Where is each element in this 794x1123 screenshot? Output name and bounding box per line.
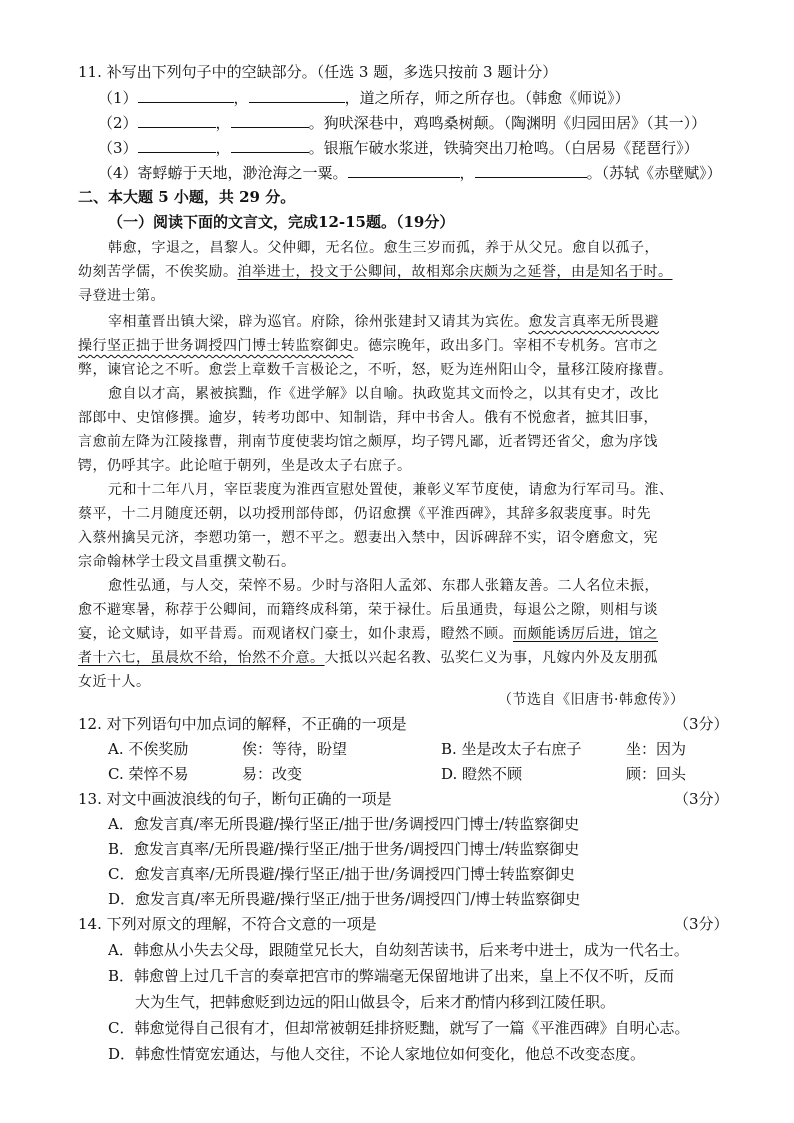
section-heading: 二、本大题 5 小题，共 29 分。 bbox=[78, 188, 296, 206]
q11-item-4 bbox=[98, 162, 722, 183]
passage-text: 宴，论文赋诗，如平昔焉。而观诸权门豪士，如仆隶焉，瞪然不顾。 bbox=[78, 626, 513, 642]
q11-item-1-num: （1） bbox=[98, 89, 138, 107]
q11-item-3-text: 。银瓶乍破水浆迸，铁骑突出刀枪鸣。（白居易《琵琶行》） bbox=[308, 139, 699, 157]
q12-option-c-explanation: 易：改变 bbox=[242, 765, 303, 783]
q11-title: 11. 补写出下列句子中的空缺部分。（任选 3 题，多选只按前 3 题计分） bbox=[78, 63, 558, 81]
q11-item-2-text: 。狗吠深巷中，鸡鸣桑树颠。（陶渊明《归园田居》（其一）） bbox=[308, 114, 707, 132]
q11-item-1-text: ，道之所存，师之所存也。（韩愈《师说》） bbox=[344, 89, 630, 107]
passage-line: 寻登进士第。 bbox=[78, 288, 165, 304]
q11-item-1 bbox=[98, 87, 630, 108]
q14-option-c[interactable]: C．韩愈觉得自己很有才，但却常被朝廷排挤贬黜，就写了一篇《平淮西碑》自明心志。 bbox=[108, 1019, 690, 1037]
passage-text: 幼刻苦学儒，不俟奖励。 bbox=[78, 264, 238, 280]
q13-score: （3分） bbox=[674, 790, 729, 808]
passage-line bbox=[78, 648, 658, 668]
q12-option-b-explanation: 坐：因为 bbox=[626, 740, 687, 758]
q12-option-a-explanation: 俟：等待，盼望 bbox=[242, 740, 348, 758]
underlined-sentence: 者十六七，虽晨炊不给，怡然不介意。 bbox=[78, 650, 325, 666]
passage-text: 大抵以兴起名教、弘奖仁义为事，凡嫁内外及友朋孤 bbox=[324, 650, 658, 666]
q12-option-c[interactable]: C. 荣悴不易 bbox=[108, 765, 189, 783]
answer-blank[interactable] bbox=[249, 87, 345, 103]
q14-option-b-continued: 大为生气，把韩愈贬到边远的阳山做县令，后来才酌情内移到江陵任职。 bbox=[135, 993, 616, 1011]
comma: ， bbox=[233, 89, 249, 107]
comma: ， bbox=[215, 139, 231, 157]
passage-line: 愈性弘通，与人交，荣悴不易。少时与洛阳人孟郊、东郡人张籍友善。二人名位未振， bbox=[108, 578, 659, 594]
comma: ， bbox=[215, 114, 231, 132]
q12-option-d[interactable]: D. 瞪然不顾 bbox=[441, 765, 523, 783]
q11-item-4-text-a: （4）寄蜉蝣于天地，渺沧海之一粟。 bbox=[98, 164, 348, 182]
underlined-sentence: 洎举进士，投文于公卿间，故相郑余庆颇为之延誉，由是知名于时。 bbox=[237, 264, 673, 280]
passage-line: 宗命翰林学士段文昌重撰文勒石。 bbox=[78, 554, 296, 570]
q13-option-a[interactable]: A．愈发言真/率无所畏避/操行坚正/拙于世/务调授四门博士/转监察御史 bbox=[108, 815, 580, 833]
underlined-sentence: 而颇能诱厉后进，馆之 bbox=[513, 626, 658, 642]
passage-line: 弊，谏官论之不听。愈尝上章数千言极论之，不听，怒，贬为连州阳山令，量移江陵府掾曹。 bbox=[78, 362, 673, 378]
passage-line bbox=[78, 624, 658, 644]
answer-blank[interactable] bbox=[348, 162, 460, 178]
passage-line: 入蔡州擒吴元济，李愬功第一，愬不平之。愬妻出入禁中，因诉碑辞不实，诏令磨愈文，宪 bbox=[78, 530, 658, 546]
q11-item-2-num: （2） bbox=[98, 114, 138, 132]
q12-option-d-explanation: 顾：回头 bbox=[626, 765, 687, 783]
q11-item-3 bbox=[98, 137, 699, 158]
q14-stem: 14. 下列对原文的理解，不符合文意的一项是 bbox=[78, 915, 377, 933]
q11-item-4-text-b: 。（苏轼《赤壁赋》） bbox=[586, 164, 722, 182]
comma: ， bbox=[459, 164, 475, 182]
q13-option-c[interactable]: C．愈发言真率/无所畏避/操行坚正/拙于世/务调授四门博士转监察御史 bbox=[108, 865, 575, 883]
passage-line: 女近十人。 bbox=[78, 674, 151, 690]
passage-line: 韩愈，字退之，昌黎人。父仲卿，无名位。愈生三岁而孤，养于从父兄。愈自以孤子， bbox=[108, 240, 659, 256]
q12-option-b[interactable]: B. 坐是改太子右庶子 bbox=[441, 740, 582, 758]
wavy-underlined-sentence: 操行坚正拙于世务调授四门博士转监察御史 bbox=[78, 338, 354, 354]
q12-option-a[interactable]: A. 不俟奖励 bbox=[108, 740, 189, 758]
q12-stem: 12. 对下列语句中加点词的解释，不正确的一项是 bbox=[78, 715, 407, 733]
answer-blank[interactable] bbox=[231, 112, 309, 128]
q13-option-b[interactable]: B．愈发言真率/无所畏避/操行坚正/拙于世务/调授四门博士/转监察御史 bbox=[108, 840, 580, 858]
q13-stem: 13. 对文中画波浪线的句子，断句正确的一项是 bbox=[78, 790, 392, 808]
q13-option-d[interactable]: D．愈发言真/率无所畏避/操行坚正/拙于世务/调授四门/博士转监察御史 bbox=[108, 890, 581, 908]
passage-line bbox=[78, 262, 673, 282]
q12-score: （3分） bbox=[674, 715, 729, 733]
section-subheading: （一）阅读下面的文言文，完成12-15题。（19分） bbox=[108, 213, 455, 231]
passage-line: 锷，仍呼其字。此论喧于朝列，坐是改太子右庶子。 bbox=[78, 458, 412, 474]
q14-option-a[interactable]: A．韩愈从小失去父母，跟随堂兄长大，自幼刻苦读书，后来考中进士，成为一代名士。 bbox=[108, 941, 689, 959]
answer-blank[interactable] bbox=[138, 87, 234, 103]
passage-source: （节选自《旧唐书·韩愈传》） bbox=[498, 692, 685, 708]
passage-line: 愈不避寒暑，称荐于公卿间，而籍终成科第，荣于禄仕。后虽通贵，每退公之隙，则相与谈 bbox=[78, 602, 658, 618]
answer-blank[interactable] bbox=[475, 162, 587, 178]
q14-score: （3分） bbox=[674, 915, 729, 933]
passage-line: 部郎中、史馆修撰。逾岁，转考功郎中、知制诰，拜中书舍人。俄有不悦愈者，摭其旧事， bbox=[78, 410, 658, 426]
passage-line: 蔡平，十二月随度还朝，以功授刑部侍郎，仍诏愈撰《平淮西碑》，其辞多叙裴度事。时先 bbox=[78, 506, 651, 522]
passage-text: 宰相董晋出镇大梁，辟为巡官。府除，徐州张建封又请其为宾佐。 bbox=[108, 314, 529, 330]
wavy-underlined-sentence: 愈发言真率无所畏避 bbox=[528, 314, 659, 330]
q11-item-2 bbox=[98, 112, 706, 133]
passage-line bbox=[78, 336, 658, 356]
passage-line: 元和十二年八月，宰臣裴度为淮西宣慰处置使，兼彰义军节度使，请愈为行军司马。淮、 bbox=[108, 482, 674, 498]
q14-option-d[interactable]: D．韩愈性情宽宏通达，与他人交往，不论人家地位如何变化，他总不改变态度。 bbox=[108, 1045, 646, 1063]
answer-blank[interactable] bbox=[231, 137, 309, 153]
q14-option-b[interactable]: B．韩愈曾上过几千言的奏章把宫市的弊端毫无保留地讲了出来，皇上不仅不听，反而 bbox=[108, 967, 675, 985]
q11-item-3-num: （3） bbox=[98, 139, 138, 157]
answer-blank[interactable] bbox=[138, 137, 216, 153]
answer-blank[interactable] bbox=[138, 112, 216, 128]
passage-line: 愈自以才高，累被摈黜，作《进学解》以自喻。执政览其文而怜之，以其有史才，改比 bbox=[108, 386, 659, 402]
passage-text: 。德宗晚年，政出多门。宰相不专机务。宫市之 bbox=[353, 338, 658, 354]
passage-line: 言愈前左降为江陵掾曹，荆南节度使裴均馆之颇厚，均子锷凡鄙，近者锷还省父，愈为序饯 bbox=[78, 434, 658, 450]
passage-line bbox=[108, 312, 659, 332]
